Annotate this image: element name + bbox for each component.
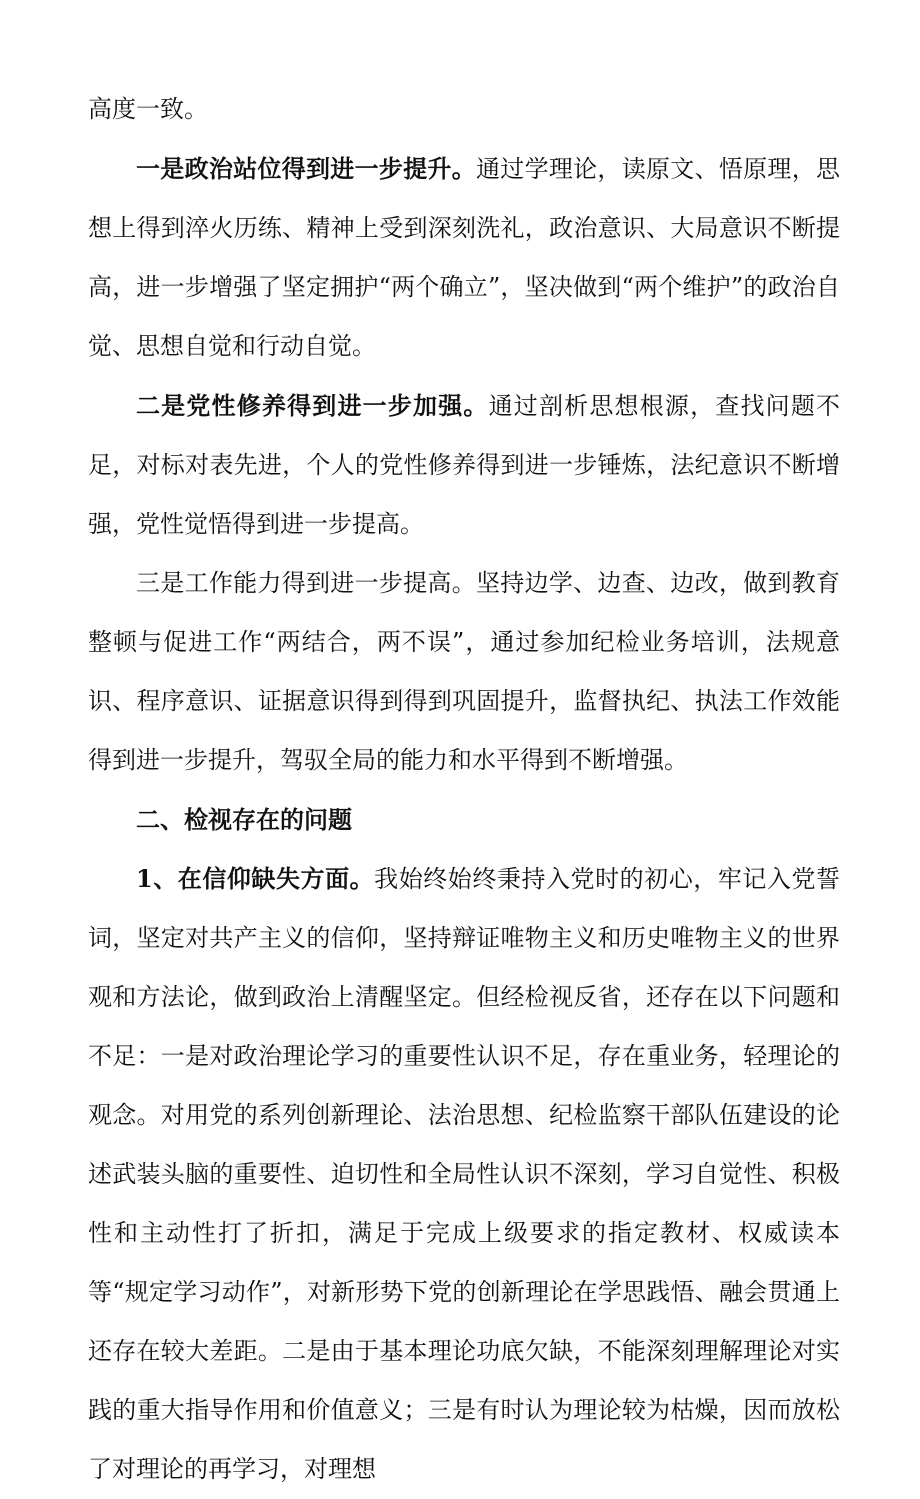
paragraph-faith [88,849,840,1499]
paragraph-body: 通过剖析思想根源，查找问题不足，对标对表先进，个人的党性修养得到进一步锤炼，法纪意识不断增强，党性觉悟得到进一步提高。 [88,392,841,538]
paragraph-lead: 二是党性修养得到进一步加强。 [136,391,489,420]
paragraph-party-spirit [88,376,840,554]
paragraph-lead: 一是政治站位得到进一步提升。 [136,154,476,183]
paragraph-body: 我始终始终秉持入党时的初心，牢记入党誓词，坚定对共产主义的信仰，坚持辩证唯物主义和历史唯物主义的世界观和方法论，做到政治上清醒坚定。但经检视反省，还存在以下问题和不足：一是对政治理论学习的重要性认识不足，存在重业务，轻理论的观念。对用党的系列创新理论、法治思想、纪检监察干部队伍建设的论述武装头脑的重要性、迫切性和全局性认识不深刻，学习自觉性、积极性和主动性打了折扣，满足于完成上级要求的指定教材、权威读本等“规定学习动作”，对新形势下党的创新理论在学思践悟、融会贯通上还存在较大差距。二是由于基本理论功底欠缺，不能深刻理解理论对实践的重大指导作用和价值意义；三是有时认为理论较为枯燥，因而放松了对理论的再学习，对理想 [88,865,841,1483]
paragraph-body: 通过学理论，读原文、悟原理，思想上得到淬火历练、精神上受到深刻洗礼，政治意识、大局意识不断提高，进一步增强了坚定拥护“两个确立”，坚决做到“两个维护”的政治自觉、思想自觉和行动自觉。 [88,155,840,360]
paragraph-continuation: 高度一致。 [88,95,208,123]
section-heading: 二、检视存在的问题 [136,805,352,834]
paragraph-lead: 1、在信仰缺失方面。 [136,864,375,893]
paragraph-work-ability: 三是工作能力得到进一步提高。坚持边学、边查、边改，做到教育整顿与促进工作“两结合，两不误”，通过参加纪检业务培训，法规意识、程序意识、证据意识得到得到巩固提升，监督执纪、执法工作效能得到进一步提升，驾驭全局的能力和水平得到不断增强。 [88,569,840,774]
paragraph-political-stance [88,139,840,376]
